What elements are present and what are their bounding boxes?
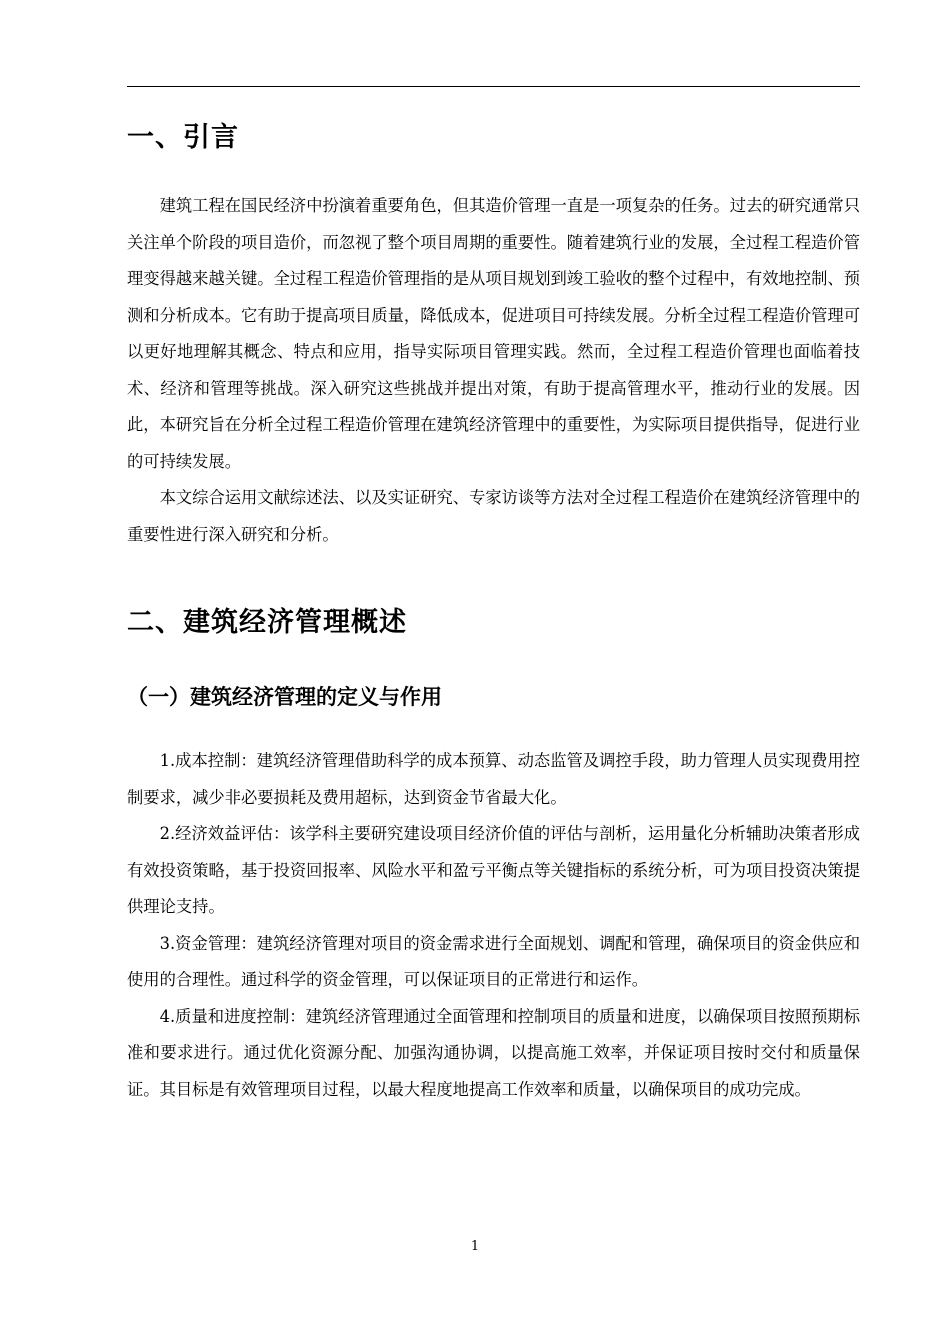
page-content (127, 118, 860, 1108)
subsection-heading-definition: （一）建筑经济管理的定义与作用 (127, 685, 442, 709)
list-paragraph-cost-control: 1.成本控制：建筑经济管理借助科学的成本预算、动态监管及调控手段，助力管理人员实现费用控制要求，减少非必要损耗及费用超标，达到资金节省最大化。 (127, 751, 860, 807)
body-paragraph: 本文综合运用文献综述法、以及实证研究、专家访谈等方法对全过程工程造价在建筑经济管理中的重要性进行深入研究和分析。 (127, 488, 860, 544)
list-paragraph-fund-management: 3.资金管理：建筑经济管理对项目的资金需求进行全面规划、调配和管理，确保项目的资金供应和使用的合理性。通过科学的资金管理，可以保证项目的正常进行和运作。 (127, 933, 860, 989)
list-paragraph-economic-evaluation: 2.经济效益评估：该学科主要研究建设项目经济价值的评估与剖析，运用量化分析辅助决策者形成有效投资策略，基于投资回报率、风险水平和盈亏平衡点等关键指标的系统分析，可为项目投资决策提供理论支持。 (127, 824, 860, 916)
section-heading-overview: 二、建筑经济管理概述 (127, 607, 407, 638)
body-paragraph: 建筑工程在国民经济中扮演着重要角色，但其造价管理一直是一项复杂的任务。过去的研究通常只关注单个阶段的项目造价，而忽视了整个项目周期的重要性。随着建筑行业的发展，全过程工程造价管理变得越来越关键。全过程工程造价管理指的是从项目规划到竣工验收的整个过程中，有效地控制、预测和分析成本。它有助于提高项目质量，降低成本，促进项目可持续发展。分析全过程工程造价管理可以更好地理解其概念、特点和应用，指导实际项目管理实践。然而，全过程工程造价管理也面临着技术、经济和管理等挑战。深入研究这些挑战并提出对策，有助于提高管理水平，推动行业的发展。因此，本研究旨在分析全过程工程造价管理在建筑经济管理中的重要性，为实际项目提供指导，促进行业的可持续发展。 (127, 196, 860, 471)
page-number: 1 (470, 1239, 480, 1254)
list-paragraph-quality-progress: 4.质量和进度控制：建筑经济管理通过全面管理和控制项目的质量和进度，以确保项目按照预期标准和要求进行。通过优化资源分配、加强沟通协调，以提高施工效率，并保证项目按时交付和质量保证。其目标是有效管理项目过程，以最大程度地提高工作效率和质量，以确保项目的成功完成。 (127, 1006, 860, 1099)
header-rule (127, 86, 860, 87)
section-heading-introduction: 一、引言 (127, 122, 239, 153)
